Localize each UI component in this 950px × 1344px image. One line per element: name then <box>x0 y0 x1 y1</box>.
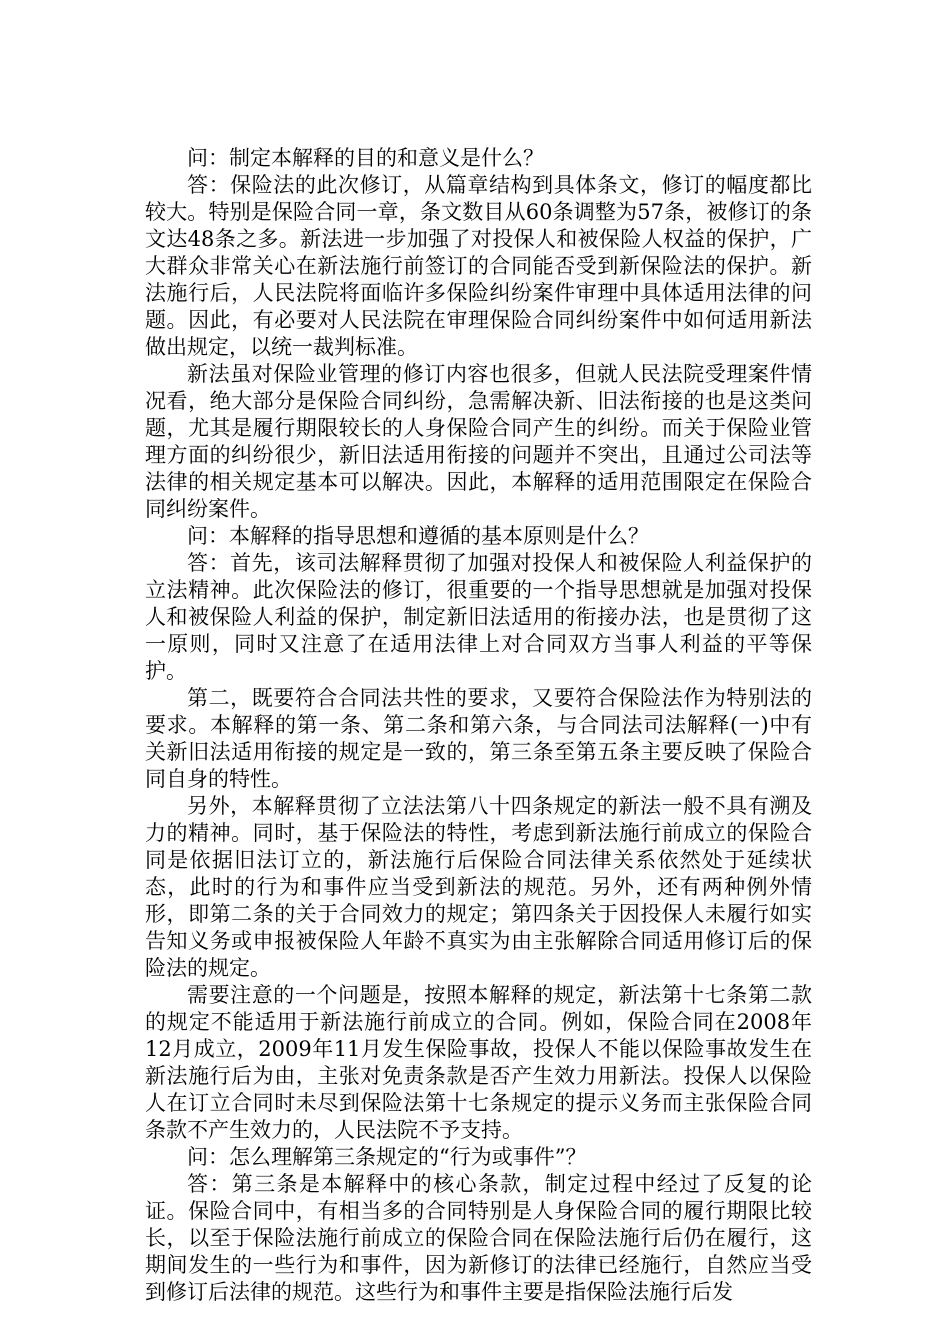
document-page <box>145 145 812 1306</box>
body-paragraph: 新法虽对保险业管理的修订内容也很多，但就人民法院受理案件情况看，绝大部分是保险合同纠纷，急需解决新、旧法衔接的也是这类问题，尤其是履行期限较长的人身保险合同产生的纠纷。而关于保险业管理方面的纠纷很少，新旧法适用衔接的问题并不突出，且通过公司法等法律的相关规定基本可以解决。因此，本解释的适用范围限定在保险合同纠纷案件。 <box>145 362 812 521</box>
body-paragraph: 另外，本解释贯彻了立法法第八十四条规定的新法一般不具有溯及力的精神。同时，基于保险法的特性，考虑到新法施行前成立的保险合同是依据旧法订立的，新法施行后保险合同法律关系依然处于延续状态，此时的行为和事件应当受到新法的规范。另外，还有两种例外情形，即第二条的关于合同效力的规定；第四条关于因投保人未履行如实告知义务或申报被保险人年龄不真实为由主张解除合同适用修订后的保险法的规定。 <box>145 794 812 980</box>
answer-2: 答：首先，该司法解释贯彻了加强对投保人和被保险人利益保护的立法精神。此次保险法的修订，很重要的一个指导思想就是加强对投保人和被保险人利益的保护，制定新旧法适用的衔接办法，也是贯彻了这一原则，同时又注意了在适用法律上对合同双方当事人利益的平等保护。 <box>145 551 812 683</box>
question-2: 问：本解释的指导思想和遵循的基本原则是什么？ <box>187 524 649 548</box>
body-paragraph: 需要注意的一个问题是，按照本解释的规定，新法第十七条第二款的规定不能适用于新法施行前成立的合同。例如，保险合同在2008年12月成立，2009年11月发生保险事故，投保人不能以保险事故发生在新法施行后为由，主张对免责条款是否产生效力用新法。投保人以保险人在订立合同时未尽到保险法第十七条规定的提示义务而主张保险合同条款不产生效力的，人民法院不予支持。 <box>145 983 812 1142</box>
body-paragraph: 第二，既要符合合同法共性的要求，又要符合保险法作为特别法的要求。本解释的第一条、第二条和第六条，与合同法司法解释(一)中有关新旧法适用衔接的规定是一致的，第三条至第五条主要反映了保险合同自身的特性。 <box>145 686 812 791</box>
answer-1: 答：保险法的此次修订，从篇章结构到具体条文，修订的幅度都比较大。特别是保险合同一章，条文数目从60条调整为57条，被修订的条文达48条之多。新法进一步加强了对投保人和被保险人权益的保护，广大群众非常关心在新法施行前签订的合同能否受到新保险法的保护。新法施行后，人民法院将面临许多保险纠纷案件审理中具体适用法律的问题。因此，有必要对人民法院在审理保险合同纠纷案件中如何适用新法做出规定，以统一裁判标准。 <box>145 173 812 359</box>
question-1: 问：制定本解释的目的和意义是什么？ <box>187 146 544 170</box>
answer-3: 答：第三条是本解释中的核心条款，制定过程中经过了反复的论证。保险合同中，有相当多的合同特别是人身保险合同的履行期限比较长，以至于保险法施行前成立的保险合同在保险法施行后仍在履行，这期间发生的一些行为和事件，因为新修订的法律已经施行，自然应当受到修订后法律的规范。这些行为和事件主要是指保险法施行后发 <box>145 1172 812 1304</box>
question-3: 问：怎么理解第三条规定的“行为或事件”？ <box>187 1145 587 1169</box>
